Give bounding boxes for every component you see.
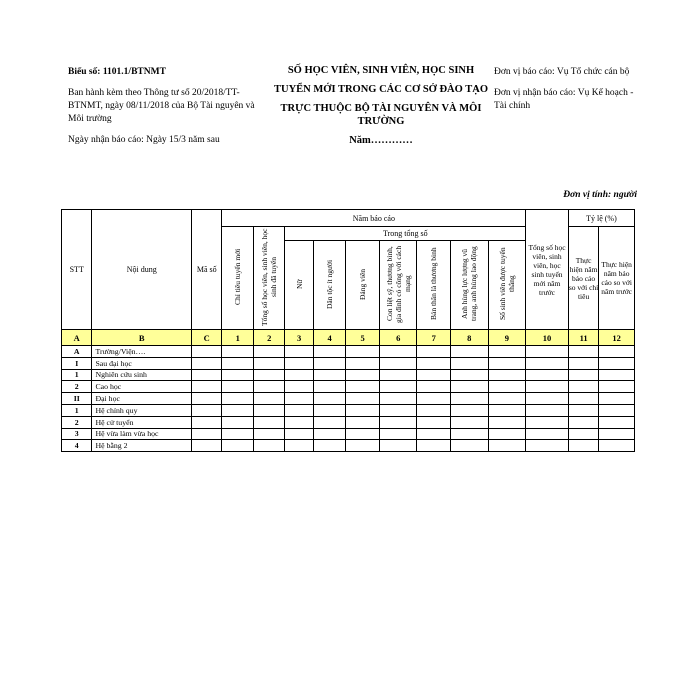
table-row xyxy=(62,440,635,452)
col-code: Mã số xyxy=(192,210,222,330)
row-stt: A xyxy=(62,346,92,358)
empty-cell[interactable] xyxy=(599,346,635,358)
empty-cell[interactable] xyxy=(488,393,526,405)
empty-cell[interactable] xyxy=(568,404,598,416)
index-cell: B xyxy=(92,330,192,346)
empty-cell[interactable] xyxy=(379,416,417,428)
empty-cell[interactable] xyxy=(192,440,222,452)
empty-cell[interactable] xyxy=(417,357,451,369)
col-martyr-child: Con liệt sỹ, thương binh, gia đình có công với cách mạng xyxy=(384,245,412,323)
empty-cell[interactable] xyxy=(568,393,598,405)
empty-cell[interactable] xyxy=(222,428,253,440)
row-content: Sau đại học xyxy=(92,357,192,369)
empty-cell[interactable] xyxy=(451,393,489,405)
row-content: Nghiên cứu sinh xyxy=(92,369,192,381)
empty-cell[interactable] xyxy=(313,416,346,428)
table-row xyxy=(62,393,635,405)
empty-cell[interactable] xyxy=(417,346,451,358)
table-body xyxy=(62,346,635,452)
col-ratio-prev: Thực hiện năm báo cáo so với năm trước xyxy=(599,227,635,330)
empty-cell[interactable] xyxy=(222,404,253,416)
unit-label: Đơn vị tính: người xyxy=(563,190,637,200)
empty-cell[interactable] xyxy=(568,428,598,440)
empty-cell[interactable] xyxy=(285,440,313,452)
empty-cell[interactable] xyxy=(253,440,284,452)
empty-cell[interactable] xyxy=(568,440,598,452)
col-stt: STT xyxy=(62,210,92,330)
empty-cell[interactable] xyxy=(568,381,598,393)
empty-cell[interactable] xyxy=(222,381,253,393)
col-total-cell xyxy=(253,227,284,330)
empty-cell[interactable] xyxy=(192,404,222,416)
row-stt: I xyxy=(62,357,92,369)
header-left xyxy=(68,66,268,155)
empty-cell[interactable] xyxy=(285,404,313,416)
col-quota: Chỉ tiêu tuyển mới xyxy=(233,248,243,306)
empty-cell[interactable] xyxy=(568,346,598,358)
empty-cell[interactable] xyxy=(417,428,451,440)
empty-cell[interactable] xyxy=(379,346,417,358)
col-armed-hero: Anh hùng lực lượng vũ trang, anh hùng lao động xyxy=(460,246,479,322)
table-row xyxy=(62,346,635,358)
empty-cell[interactable] xyxy=(568,369,598,381)
index-cell: 7 xyxy=(417,330,451,346)
empty-cell[interactable] xyxy=(417,369,451,381)
empty-cell[interactable] xyxy=(313,428,346,440)
empty-cell[interactable] xyxy=(192,369,222,381)
empty-cell[interactable] xyxy=(346,428,380,440)
table-row xyxy=(62,369,635,381)
empty-cell[interactable] xyxy=(488,416,526,428)
empty-cell[interactable] xyxy=(192,416,222,428)
empty-cell[interactable] xyxy=(451,404,489,416)
empty-cell[interactable] xyxy=(599,428,635,440)
empty-cell[interactable] xyxy=(285,416,313,428)
empty-cell[interactable] xyxy=(451,346,489,358)
empty-cell[interactable] xyxy=(285,381,313,393)
empty-cell[interactable] xyxy=(599,440,635,452)
col-female-cell xyxy=(285,241,313,330)
empty-cell[interactable] xyxy=(346,357,380,369)
empty-cell[interactable] xyxy=(222,357,253,369)
empty-cell[interactable] xyxy=(451,416,489,428)
empty-cell[interactable] xyxy=(222,393,253,405)
index-cell: C xyxy=(192,330,222,346)
row-content: Cao học xyxy=(92,381,192,393)
index-cell: 4 xyxy=(313,330,346,346)
empty-cell[interactable] xyxy=(253,357,284,369)
title-line1: SỐ HỌC VIÊN, SINH VIÊN, HỌC SINH xyxy=(287,65,475,76)
col-ethnic: Dân tộc ít người xyxy=(325,259,335,309)
index-cell: 2 xyxy=(253,330,284,346)
col-total-enrolled: Tổng số học viên, sinh viên, học sinh đã tuyển xyxy=(260,228,279,326)
empty-cell[interactable] xyxy=(253,393,284,405)
report-year: Năm………… xyxy=(349,135,413,146)
empty-cell[interactable] xyxy=(417,416,451,428)
index-cell: 5 xyxy=(346,330,380,346)
empty-cell[interactable] xyxy=(192,393,222,405)
table-row xyxy=(62,381,635,393)
reporting-unit: Đơn vị báo cáo: Vụ Tổ chức cán bộ xyxy=(494,67,630,77)
row-stt: 2 xyxy=(62,381,92,393)
col-wounded-cell xyxy=(417,241,451,330)
empty-cell[interactable] xyxy=(285,346,313,358)
title-line3: TRỰC THUỘC BỘ TÀI NGUYÊN VÀ MÔI TRƯỜNG xyxy=(280,103,482,127)
empty-cell[interactable] xyxy=(222,440,253,452)
index-cell: A xyxy=(62,330,92,346)
row-content: Hệ cử tuyển xyxy=(92,416,192,428)
empty-cell[interactable] xyxy=(379,440,417,452)
empty-cell[interactable] xyxy=(451,357,489,369)
index-row xyxy=(62,330,635,346)
col-party-cell xyxy=(346,241,380,330)
table-row xyxy=(62,357,635,369)
empty-cell[interactable] xyxy=(313,346,346,358)
empty-cell[interactable] xyxy=(526,440,569,452)
report-table xyxy=(61,209,635,452)
col-quota-cell xyxy=(222,227,253,330)
empty-cell[interactable] xyxy=(285,428,313,440)
index-cell: 1 xyxy=(222,330,253,346)
empty-cell[interactable] xyxy=(346,440,380,452)
empty-cell[interactable] xyxy=(599,357,635,369)
empty-cell[interactable] xyxy=(222,346,253,358)
row-content: Trường/Viện…. xyxy=(92,346,192,358)
empty-cell[interactable] xyxy=(526,428,569,440)
empty-cell[interactable] xyxy=(192,357,222,369)
table-row xyxy=(62,404,635,416)
empty-cell[interactable] xyxy=(313,357,346,369)
empty-cell[interactable] xyxy=(526,393,569,405)
col-direct: Số sinh viên được tuyển thẳng xyxy=(497,247,516,321)
empty-cell[interactable] xyxy=(222,416,253,428)
empty-cell[interactable] xyxy=(488,369,526,381)
empty-cell[interactable] xyxy=(599,393,635,405)
empty-cell[interactable] xyxy=(568,416,598,428)
table-row xyxy=(62,416,635,428)
empty-cell[interactable] xyxy=(526,369,569,381)
empty-cell[interactable] xyxy=(346,393,380,405)
empty-cell[interactable] xyxy=(222,369,253,381)
row-content: Hệ bằng 2 xyxy=(92,440,192,452)
col-wounded: Bản thân là thương binh xyxy=(429,247,439,321)
empty-cell[interactable] xyxy=(568,357,598,369)
group-year: Năm báo cáo xyxy=(222,210,526,227)
empty-cell[interactable] xyxy=(526,346,569,358)
empty-cell[interactable] xyxy=(451,369,489,381)
empty-cell[interactable] xyxy=(253,346,284,358)
empty-cell[interactable] xyxy=(313,404,346,416)
index-cell: 8 xyxy=(451,330,489,346)
empty-cell[interactable] xyxy=(313,393,346,405)
form-code: Biểu số: 1101.1/BTNMT xyxy=(68,67,166,77)
index-cell: 10 xyxy=(526,330,569,346)
empty-cell[interactable] xyxy=(253,404,284,416)
row-content: Hệ chính quy xyxy=(92,404,192,416)
empty-cell[interactable] xyxy=(313,440,346,452)
row-stt: 1 xyxy=(62,404,92,416)
empty-cell[interactable] xyxy=(346,416,380,428)
col-prev-year: Tổng số học viên, sinh viên, học sinh tuyển mới năm trước xyxy=(526,210,569,330)
empty-cell[interactable] xyxy=(379,381,417,393)
empty-cell[interactable] xyxy=(346,369,380,381)
group-ratio: Tỷ lệ (%) xyxy=(568,210,634,227)
col-content: Nội dung xyxy=(92,210,192,330)
empty-cell[interactable] xyxy=(526,381,569,393)
empty-cell[interactable] xyxy=(451,440,489,452)
empty-cell[interactable] xyxy=(192,381,222,393)
index-cell: 6 xyxy=(379,330,417,346)
empty-cell[interactable] xyxy=(379,369,417,381)
empty-cell[interactable] xyxy=(599,404,635,416)
empty-cell[interactable] xyxy=(379,357,417,369)
empty-cell[interactable] xyxy=(379,404,417,416)
empty-cell[interactable] xyxy=(599,416,635,428)
receive-date: Ngày nhận báo cáo: Ngày 15/3 năm sau xyxy=(68,135,220,145)
empty-cell[interactable] xyxy=(417,404,451,416)
row-content: Đại học xyxy=(92,393,192,405)
col-hero-cell xyxy=(451,241,489,330)
empty-cell[interactable] xyxy=(488,428,526,440)
empty-cell[interactable] xyxy=(417,393,451,405)
col-ratio-quota: Thực hiện năm báo cáo so với chỉ tiêu xyxy=(568,227,598,330)
index-cell: 9 xyxy=(488,330,526,346)
row-stt: 2 xyxy=(62,416,92,428)
index-cell: 11 xyxy=(568,330,598,346)
col-female: Nữ xyxy=(294,279,304,289)
empty-cell[interactable] xyxy=(417,440,451,452)
empty-cell[interactable] xyxy=(488,346,526,358)
empty-cell[interactable] xyxy=(451,428,489,440)
index-cell: 3 xyxy=(285,330,313,346)
header-right xyxy=(494,66,644,121)
empty-cell[interactable] xyxy=(346,381,380,393)
row-content: Hệ vừa làm vừa học xyxy=(92,428,192,440)
empty-cell[interactable] xyxy=(488,404,526,416)
title-line2: TUYỂN MỚI TRONG CÁC CƠ SỞ ĐÀO TẠO xyxy=(273,84,488,95)
row-stt: 1 xyxy=(62,369,92,381)
empty-cell[interactable] xyxy=(488,381,526,393)
empty-cell[interactable] xyxy=(192,428,222,440)
header-title xyxy=(270,64,492,147)
empty-cell[interactable] xyxy=(285,357,313,369)
group-total: Trong tổng số xyxy=(285,227,526,241)
empty-cell[interactable] xyxy=(346,346,380,358)
col-martyr-cell xyxy=(379,241,417,330)
empty-cell[interactable] xyxy=(451,381,489,393)
empty-cell[interactable] xyxy=(192,346,222,358)
empty-cell[interactable] xyxy=(285,393,313,405)
empty-cell[interactable] xyxy=(526,404,569,416)
empty-cell[interactable] xyxy=(346,404,380,416)
empty-cell[interactable] xyxy=(526,357,569,369)
row-stt: II xyxy=(62,393,92,405)
empty-cell[interactable] xyxy=(285,369,313,381)
empty-cell[interactable] xyxy=(313,381,346,393)
empty-cell[interactable] xyxy=(526,416,569,428)
col-party: Đảng viên xyxy=(358,268,368,300)
empty-cell[interactable] xyxy=(599,369,635,381)
empty-cell[interactable] xyxy=(417,381,451,393)
empty-cell[interactable] xyxy=(379,428,417,440)
row-stt: 4 xyxy=(62,440,92,452)
empty-cell[interactable] xyxy=(253,369,284,381)
table-row xyxy=(62,428,635,440)
issued-with: Ban hành kèm theo Thông tư số 20/2018/TT-BTNMT, ngày 08/11/2018 của Bộ Tài nguyên và Môi trường xyxy=(68,88,255,124)
empty-cell[interactable] xyxy=(488,440,526,452)
col-direct-cell xyxy=(488,241,526,330)
empty-cell[interactable] xyxy=(253,428,284,440)
empty-cell[interactable] xyxy=(253,381,284,393)
receiving-unit: Đơn vị nhận báo cáo: Vụ Kế hoạch - Tài chính xyxy=(494,88,634,111)
index-cell: 12 xyxy=(599,330,635,346)
empty-cell[interactable] xyxy=(253,416,284,428)
empty-cell[interactable] xyxy=(488,357,526,369)
col-ethnic-cell xyxy=(313,241,346,330)
empty-cell[interactable] xyxy=(379,393,417,405)
row-stt: 3 xyxy=(62,428,92,440)
empty-cell[interactable] xyxy=(313,369,346,381)
empty-cell[interactable] xyxy=(599,381,635,393)
